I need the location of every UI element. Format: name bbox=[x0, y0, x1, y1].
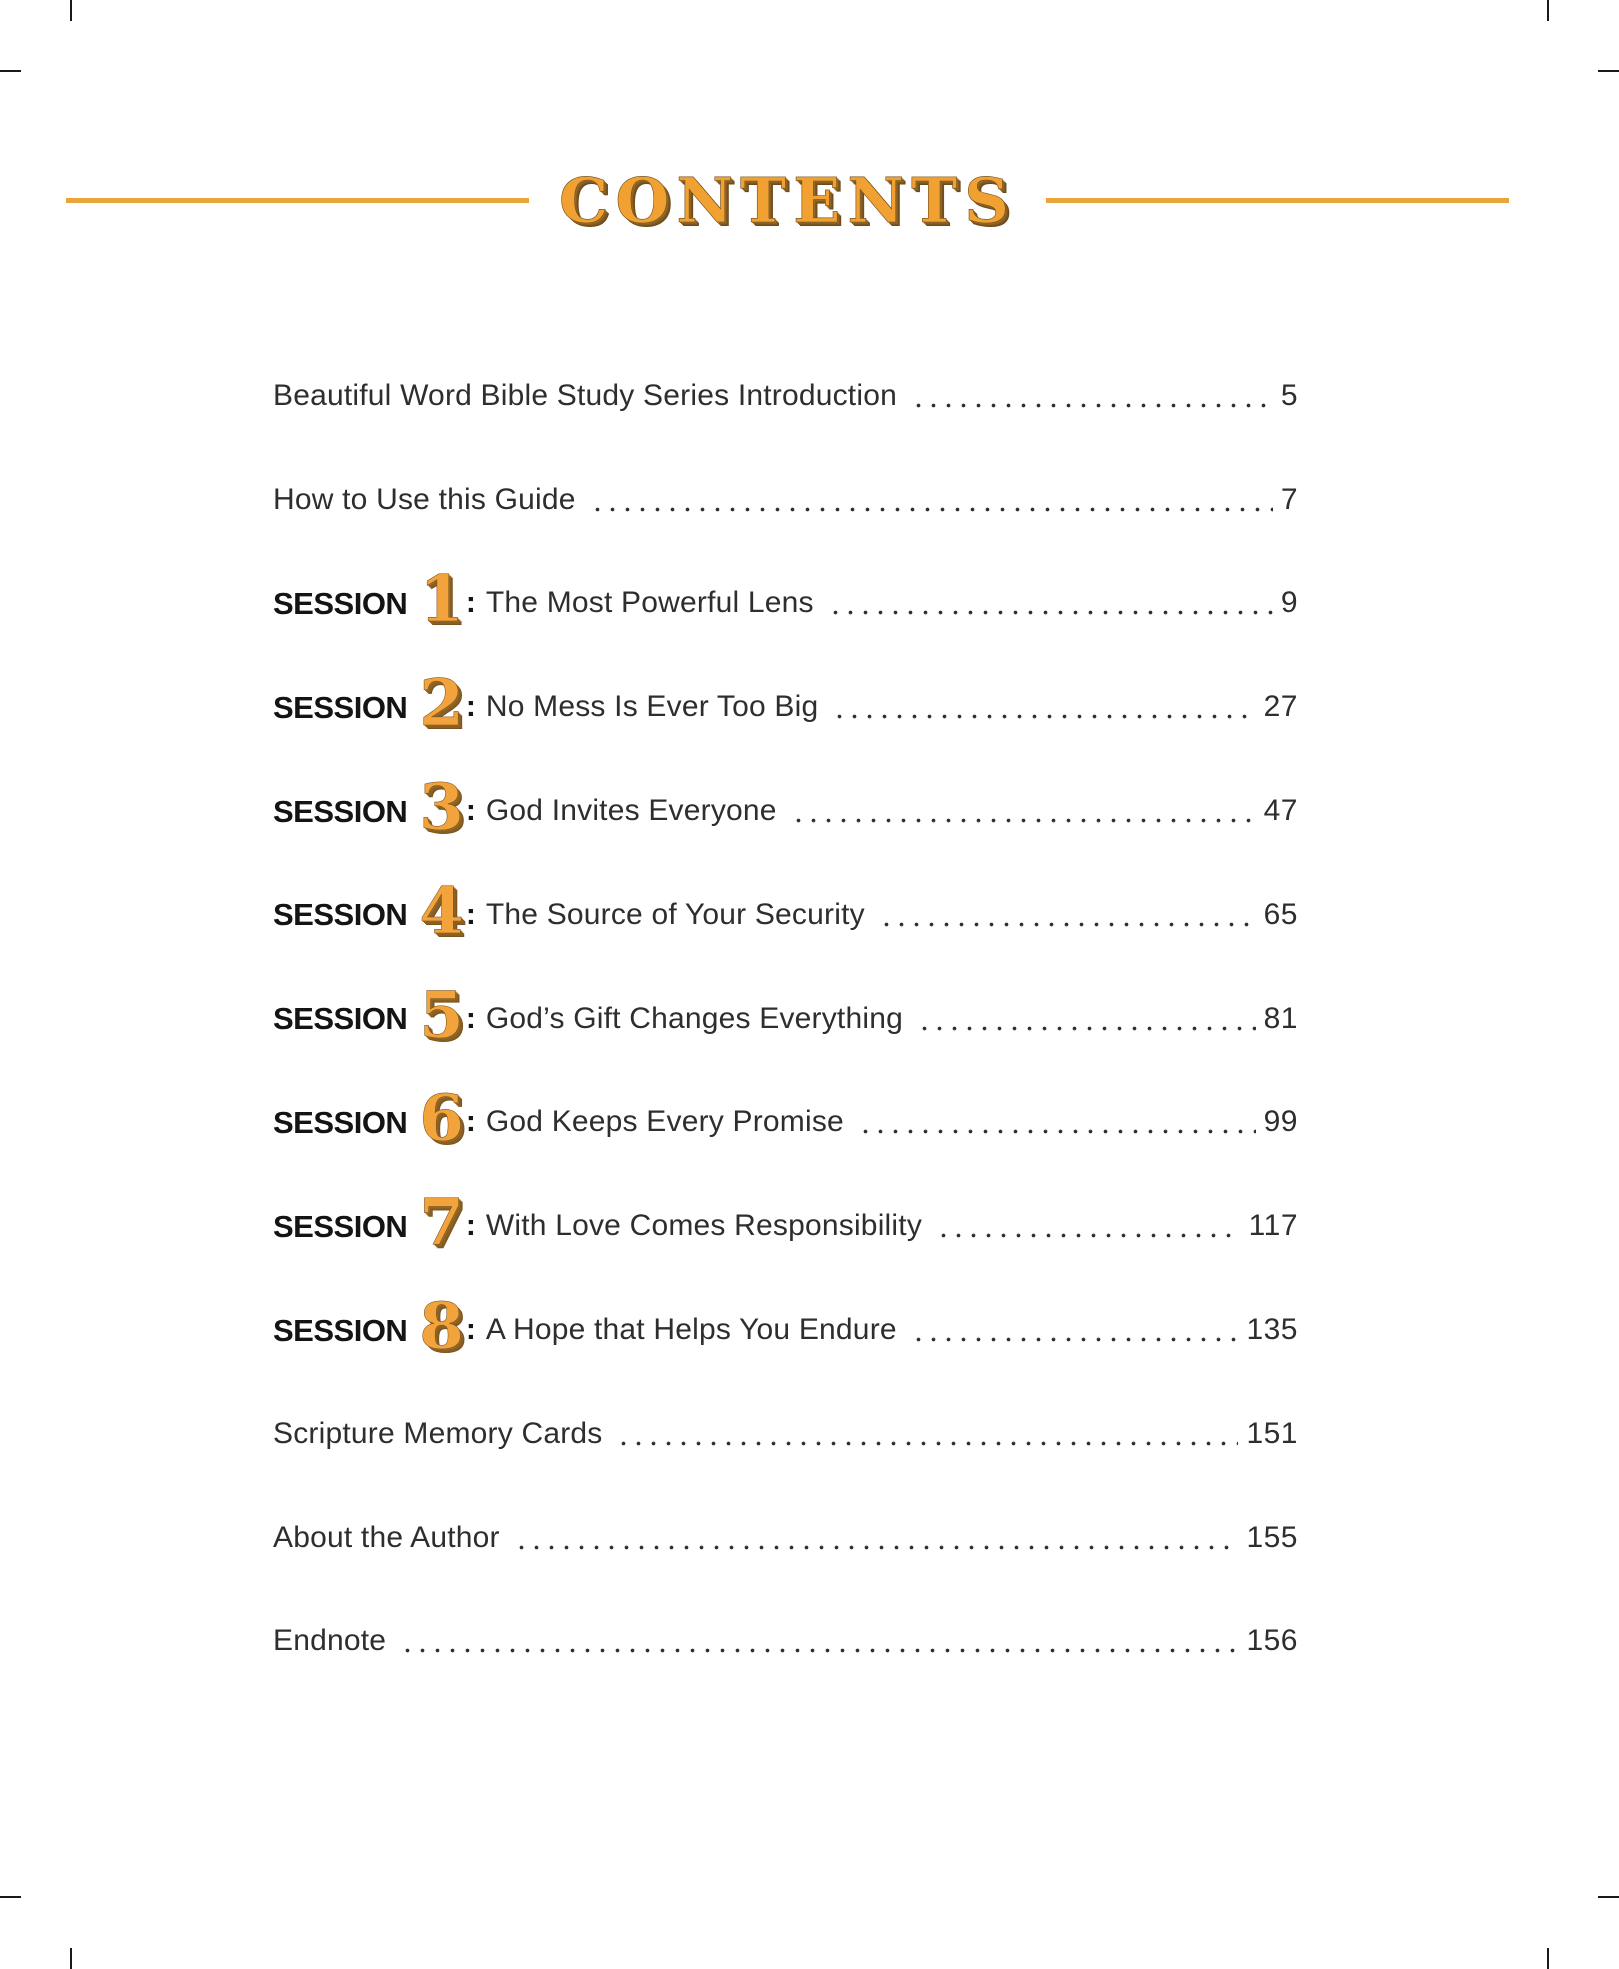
toc-entry-label: With Love Comes Responsibility bbox=[485, 1209, 923, 1243]
dot-leader bbox=[915, 1004, 1256, 1034]
dot-leader bbox=[398, 1626, 1238, 1656]
session-separator: : bbox=[465, 1001, 476, 1035]
dot-leader bbox=[826, 588, 1273, 618]
header-rule-right bbox=[1046, 198, 1509, 203]
crop-mark-top-right-vertical bbox=[1547, 0, 1549, 21]
session-number: 3 bbox=[419, 770, 464, 846]
dot-leader bbox=[588, 485, 1273, 515]
toc-entry bbox=[273, 967, 1298, 1071]
toc-entry-page-number: 47 bbox=[1263, 794, 1298, 828]
toc-entry bbox=[273, 863, 1298, 967]
page-title: CONTENTS bbox=[559, 163, 1017, 237]
session-word: SESSION bbox=[273, 1001, 408, 1037]
toc-list bbox=[273, 344, 1298, 1693]
toc-entry bbox=[273, 344, 1298, 448]
session-separator: : bbox=[465, 1313, 476, 1347]
session-word: SESSION bbox=[273, 1104, 408, 1140]
toc-entry bbox=[273, 655, 1298, 759]
crop-mark-bottom-right-horizontal bbox=[1598, 1896, 1619, 1898]
toc-entry-page-number: 81 bbox=[1263, 1001, 1298, 1035]
toc-entry-label: God Invites Everyone bbox=[485, 794, 777, 828]
session-number: 1 bbox=[419, 562, 464, 638]
dot-leader bbox=[512, 1523, 1239, 1553]
toc-entry bbox=[273, 1174, 1298, 1278]
crop-mark-top-left-vertical bbox=[70, 0, 72, 21]
toc-entry-label: A Hope that Helps You Endure bbox=[485, 1313, 897, 1347]
toc-entry-label: About the Author bbox=[273, 1520, 500, 1554]
toc-entry-page-number: 151 bbox=[1246, 1416, 1298, 1450]
toc-entry-page-number: 117 bbox=[1248, 1209, 1298, 1243]
toc-entry bbox=[273, 1071, 1298, 1175]
session-number: 5 bbox=[419, 977, 464, 1053]
toc-entry-page-number: 156 bbox=[1246, 1624, 1298, 1658]
header-rule-left bbox=[66, 198, 529, 203]
toc-entry-label: How to Use this Guide bbox=[273, 482, 576, 516]
toc-entry-label: The Most Powerful Lens bbox=[485, 586, 814, 620]
session-separator: : bbox=[465, 1105, 476, 1139]
dot-leader bbox=[856, 1107, 1256, 1137]
toc-entry-label: God Keeps Every Promise bbox=[485, 1105, 844, 1139]
session-word: SESSION bbox=[273, 1208, 408, 1244]
toc-entry bbox=[273, 448, 1298, 552]
toc-entry-label: The Source of Your Security bbox=[485, 897, 865, 931]
session-separator: : bbox=[465, 690, 476, 724]
crop-mark-top-right-horizontal bbox=[1598, 70, 1619, 72]
toc-entry-page-number: 65 bbox=[1263, 897, 1298, 931]
dot-leader bbox=[877, 900, 1256, 930]
toc-entry bbox=[273, 1486, 1298, 1590]
dot-leader bbox=[909, 381, 1273, 411]
session-word: SESSION bbox=[273, 793, 408, 829]
dot-leader bbox=[789, 796, 1256, 826]
toc-entry-page-number: 9 bbox=[1280, 586, 1298, 620]
dot-leader bbox=[934, 1211, 1241, 1241]
toc-entry-page-number: 155 bbox=[1246, 1520, 1298, 1554]
session-number: 2 bbox=[419, 666, 464, 742]
session-separator: : bbox=[465, 1209, 476, 1243]
session-separator: : bbox=[465, 897, 476, 931]
toc-entry-page-number: 5 bbox=[1280, 378, 1298, 412]
session-word: SESSION bbox=[273, 1312, 408, 1348]
session-word: SESSION bbox=[273, 585, 408, 621]
toc-entry bbox=[273, 1278, 1298, 1382]
session-number: 7 bbox=[419, 1185, 464, 1261]
crop-mark-bottom-left-horizontal bbox=[0, 1896, 21, 1898]
session-word: SESSION bbox=[273, 689, 408, 725]
session-number: 6 bbox=[419, 1081, 464, 1157]
session-separator: : bbox=[465, 586, 476, 620]
toc-entry-page-number: 99 bbox=[1263, 1105, 1298, 1139]
toc-entry bbox=[273, 552, 1298, 656]
toc-entry-label: Scripture Memory Cards bbox=[273, 1416, 603, 1450]
toc-entry-label: Endnote bbox=[273, 1624, 387, 1658]
toc-entry-label: Beautiful Word Bible Study Series Introduction bbox=[273, 378, 897, 412]
session-number: 8 bbox=[419, 1289, 464, 1365]
toc-entry-page-number: 7 bbox=[1280, 482, 1298, 516]
dot-leader bbox=[909, 1315, 1239, 1345]
session-separator: : bbox=[465, 794, 476, 828]
toc-entry bbox=[273, 759, 1298, 863]
toc-entry-page-number: 27 bbox=[1263, 690, 1298, 724]
crop-mark-bottom-right-vertical bbox=[1547, 1948, 1549, 1969]
toc-entry-label: God’s Gift Changes Everything bbox=[485, 1001, 903, 1035]
toc-entry bbox=[273, 1590, 1298, 1694]
session-word: SESSION bbox=[273, 897, 408, 933]
session-number: 4 bbox=[419, 873, 464, 949]
crop-mark-bottom-left-vertical bbox=[70, 1948, 72, 1969]
toc-entry-page-number: 135 bbox=[1246, 1313, 1298, 1347]
toc-entry-label: No Mess Is Ever Too Big bbox=[485, 690, 819, 724]
dot-leader bbox=[830, 692, 1255, 722]
crop-mark-top-left-horizontal bbox=[0, 70, 21, 72]
toc-entry bbox=[273, 1382, 1298, 1486]
dot-leader bbox=[614, 1419, 1238, 1449]
header bbox=[66, 160, 1509, 240]
